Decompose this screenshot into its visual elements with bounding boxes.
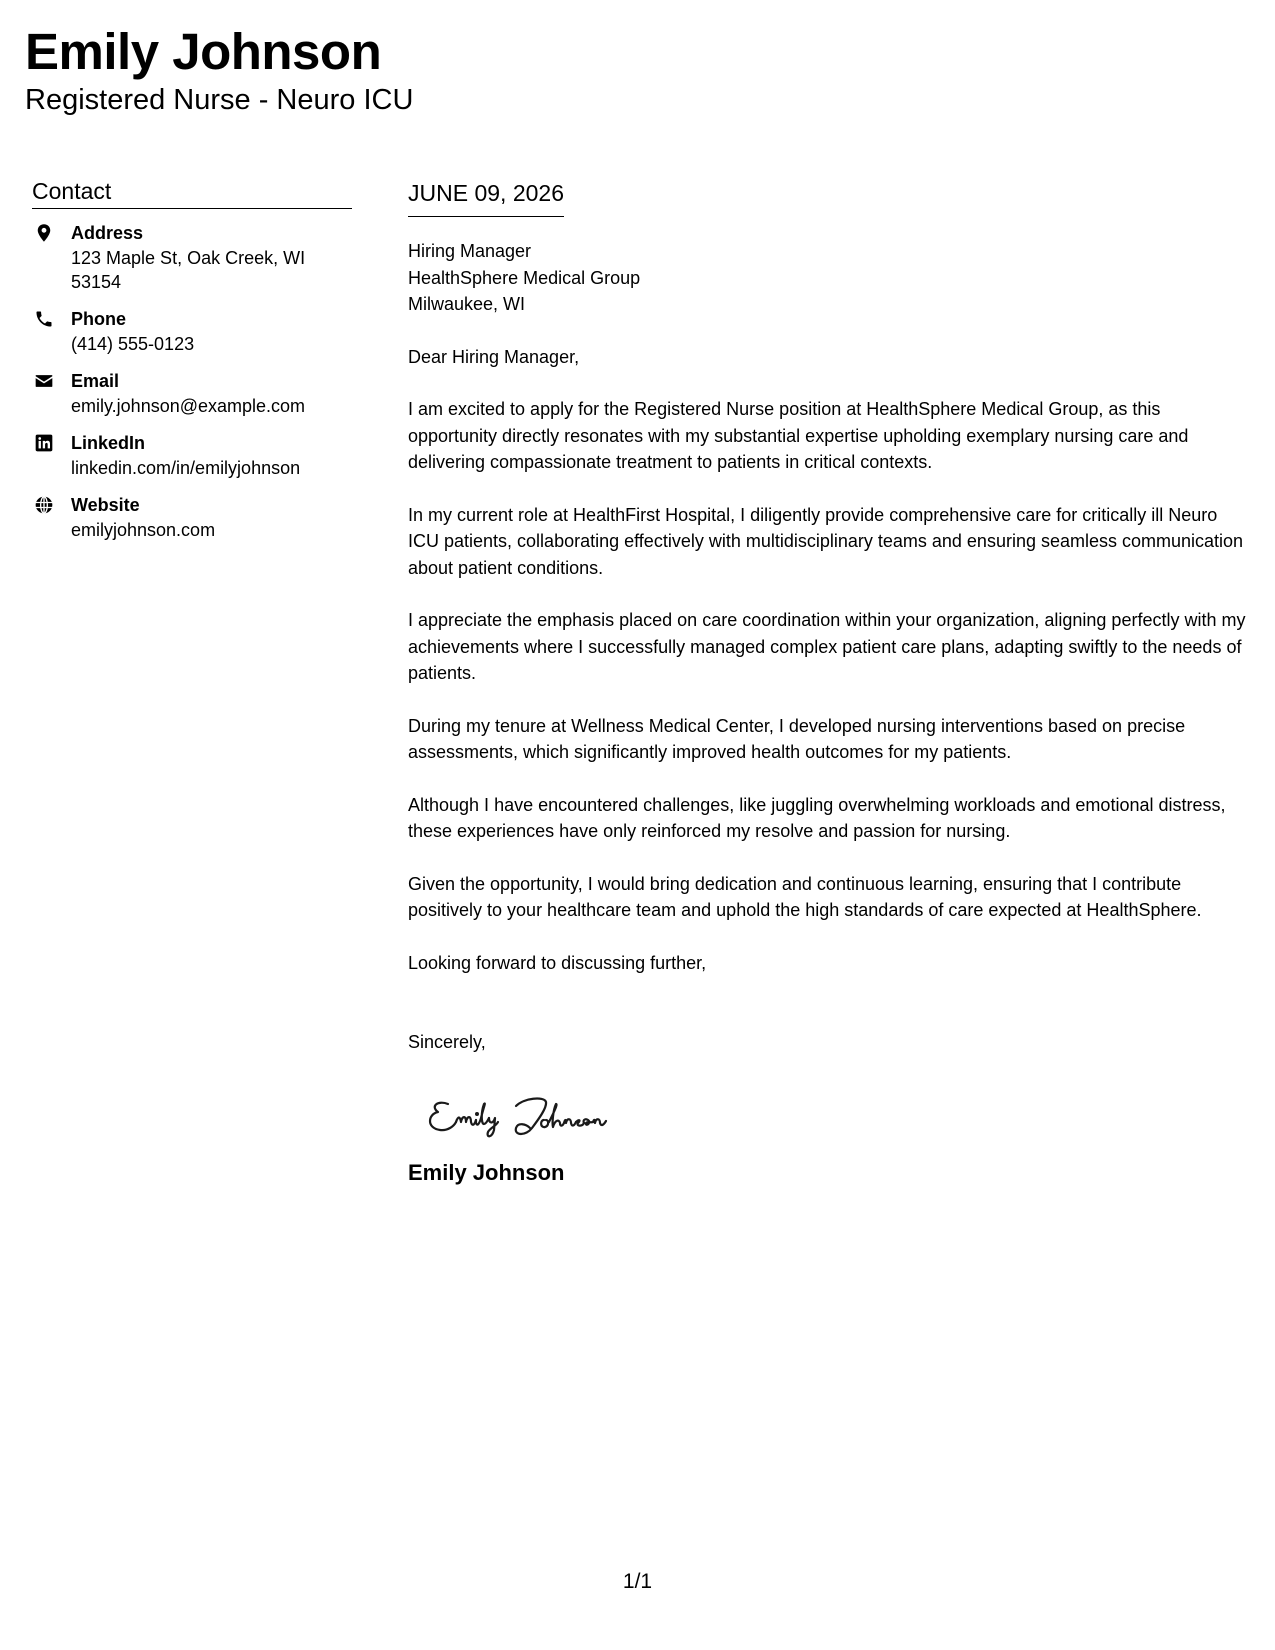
recipient-block	[408, 238, 1248, 318]
letter-date: JUNE 09, 2026	[408, 178, 564, 217]
job-title: Registered Nurse - Neuro ICU	[25, 84, 414, 116]
recipient-line: HealthSphere Medical Group	[408, 267, 641, 288]
contact-item-phone	[32, 307, 352, 356]
contact-label: Address	[71, 223, 144, 243]
page-number: 1/1	[622, 1570, 653, 1593]
contact-heading: Contact	[32, 176, 352, 209]
recipient-line: Hiring Manager	[408, 241, 532, 261]
contact-item-email	[32, 369, 352, 418]
address-value: 123 Maple St, Oak Creek, WI 53154	[71, 248, 306, 292]
contact-item-address	[32, 221, 352, 294]
linkedin-icon	[34, 433, 54, 453]
contact-item-website	[32, 493, 352, 542]
email-value: emily.johnson@example.com	[71, 396, 306, 416]
letter-paragraph: Although I have encountered challenges, like juggling overwhelming workloads and emotional distress, these experiences have only reinforced my resolve and passion for nursing.	[408, 794, 1226, 841]
envelope-icon	[34, 371, 54, 391]
contact-label: Website	[71, 495, 140, 515]
letter-paragraph: I appreciate the emphasis placed on care coordination within your organization, aligning perfectly with my achievements where I successfully managed complex patient care plans, adapting swiftly to the needs of patients.	[408, 610, 1246, 683]
applicant-name: Emily Johnson	[25, 23, 382, 80]
map-pin-icon	[34, 223, 54, 243]
signed-name: Emily Johnson	[408, 1159, 565, 1185]
greeting: Dear Hiring Manager,	[408, 346, 580, 367]
contact-label: LinkedIn	[71, 433, 146, 453]
letter-paragraph: During my tenure at Wellness Medical Center, I developed nursing interventions based on precise assessments, which significantly improved health outcomes for my patients.	[408, 715, 1186, 762]
signoff: Sincerely,	[408, 1032, 486, 1052]
closing-line: Looking forward to discussing further,	[408, 952, 707, 973]
letter-paragraph: I am excited to apply for the Registered Nurse position at HealthSphere Medical Group, as this opportunity directly resonates with my substantial expertise upholding exemplary nursing care and delivering compassionate treatment to patients in critical contexts.	[408, 399, 1189, 472]
contact-sidebar	[32, 176, 352, 555]
globe-icon	[34, 495, 54, 515]
handwritten-signature	[426, 1090, 1248, 1144]
contact-item-linkedin	[32, 431, 352, 480]
linkedin-value: linkedin.com/in/emilyjohnson	[71, 458, 301, 478]
contact-label: Phone	[71, 309, 127, 329]
recipient-line: Milwaukee, WI	[408, 294, 526, 314]
letter-paragraph: Given the opportunity, I would bring dedication and continuous learning, ensuring that I contribute positively to your healthcare team and uphold the high standards of care expected at HealthSphere.	[408, 873, 1202, 920]
letter-paragraph: In my current role at HealthFirst Hospital, I diligently provide comprehensive care for critically ill Neuro ICU patients, collaborating effectively with multidisciplinary teams and ensuring seamless communication about patient conditions.	[408, 504, 1244, 578]
phone-icon	[34, 309, 54, 329]
contact-label: Email	[71, 371, 120, 391]
website-value: emilyjohnson.com	[71, 520, 216, 540]
letter-body	[408, 178, 1248, 1188]
phone-value: (414) 555-0123	[71, 334, 195, 354]
